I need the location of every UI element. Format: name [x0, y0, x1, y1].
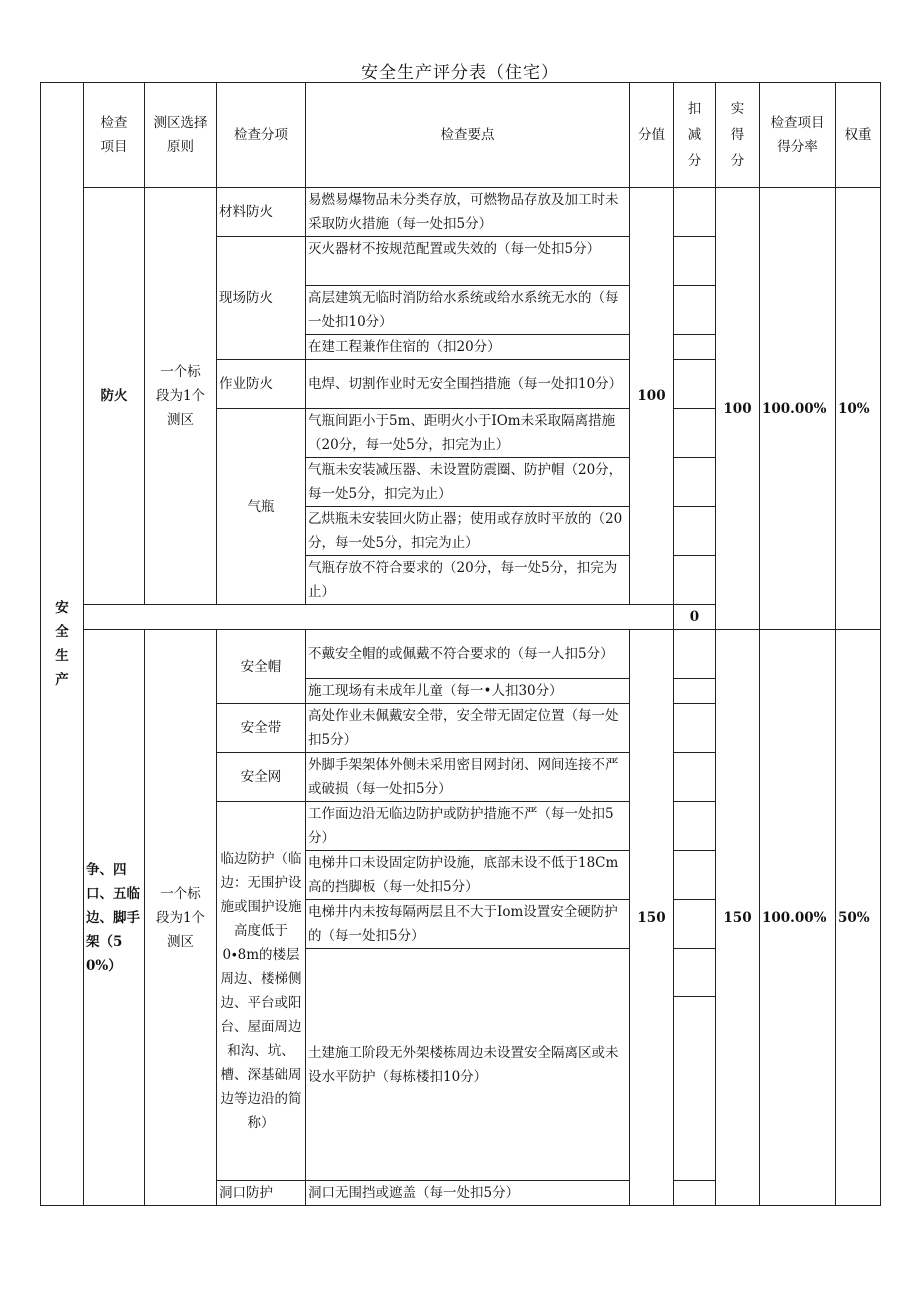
point-row: 土建施工阶段无外架楼栋周边未设置安全隔离区或未设水平防护（每栋楼扣10分） — [306, 949, 630, 1181]
table-row — [41, 630, 881, 679]
subitem-edge: 临边防护（临边：无围护设施或围护设施高度低于0∙8m的楼层周边、楼梯侧边、平台或阳台、屋面周边和沟、坑、槽、深基础周边等边沿的简称） — [217, 802, 306, 1181]
section2-item — [84, 630, 145, 1206]
deduct-cell — [674, 335, 716, 360]
deduct-cell — [674, 556, 716, 605]
section2-rate: 100.00% — [760, 630, 836, 1206]
header-subitem: 检查分项 — [217, 83, 306, 188]
subitem-cylinder: 气瓶 — [217, 409, 306, 605]
section1-subtotal-deduct: 0 — [674, 605, 716, 630]
deduct-cell — [674, 409, 716, 458]
score-table — [40, 82, 881, 1206]
section2-item-label: 争、四口、五临边、脚手架（50%） — [86, 861, 140, 974]
point-row: 气瓶存放不符合要求的（20分，每一处5分，扣完为止） — [306, 556, 630, 605]
subitem-helmet: 安全帽 — [217, 630, 306, 704]
point-row: 电焊、切割作业时无安全围挡措施（每一处扣10分） — [306, 360, 630, 409]
deduct-cell — [674, 1181, 716, 1206]
point-row: 高层建筑无临时消防给水系统或给水系统无水的（每一处扣10分） — [306, 286, 630, 335]
subitem-work: 作业防火 — [217, 360, 306, 409]
deduct-cell — [674, 949, 716, 997]
deduct-cell — [674, 997, 716, 1181]
point-row: 乙烘瓶未安装回火防止器；使用或存放时平放的（20分，每一处5分，扣完为止） — [306, 507, 630, 556]
point-row: 不戴安全帽的或佩戴不符合要求的（每一人扣5分） — [306, 630, 630, 679]
subitem-hole: 洞口防护 — [217, 1181, 306, 1206]
point-row: 外脚手架架体外侧未采用密目网封闭、网间连接不严或破损（每一处扣5分） — [306, 753, 630, 802]
subtotal-blank — [84, 605, 674, 630]
header-row — [41, 83, 881, 188]
section1-weight: 10% — [836, 188, 881, 630]
section2-weight: 50% — [836, 630, 881, 1206]
point-row: 在建工程兼作住宿的（扣20分） — [306, 335, 630, 360]
deduct-cell — [674, 237, 716, 286]
point-row: 高处作业未佩戴安全带，安全带无固定位置（每一处扣5分） — [306, 704, 630, 753]
point-row: 易燃易爆物品未分类存放，可燃物品存放及加工时未采取防火措施（每一处扣5分） — [306, 188, 630, 237]
header-deduct: 扣减分 — [674, 83, 716, 188]
deduct-cell — [674, 360, 716, 409]
header-actual: 实得分 — [716, 83, 760, 188]
subitem-material: 材料防火 — [217, 188, 306, 237]
point-row: 气瓶未安装减压器、未设置防震圈、防护帽（20分，每一处5分，扣完为止） — [306, 458, 630, 507]
point-row: 施工现场有未成年儿童（每一•人扣30分） — [306, 679, 630, 704]
deduct-cell — [674, 630, 716, 679]
deduct-cell — [674, 507, 716, 556]
section1-score: 100 — [630, 188, 674, 605]
category-label: 安全生产 — [55, 600, 69, 688]
point-row: 电梯井口未设固定防护设施，底部未设不低于18Cm高的挡脚板（每一处扣5分） — [306, 851, 630, 900]
category-cell — [41, 83, 84, 1206]
deduct-cell — [674, 900, 716, 949]
section2-actual: 150 — [716, 630, 760, 1206]
deduct-cell — [674, 851, 716, 900]
deduct-cell — [674, 753, 716, 802]
header-rate: 检查项目得分率 — [760, 83, 836, 188]
header-score: 分值 — [630, 83, 674, 188]
point-row: 洞口无围挡或遮盖（每一处扣5分） — [306, 1181, 630, 1206]
subitem-net: 安全网 — [217, 753, 306, 802]
point-row: 气瓶间距小于5m、距明火小于IOm未采取隔离措施（20分，每一处5分，扣完为止） — [306, 409, 630, 458]
deduct-cell — [674, 188, 716, 237]
page-title: 安全生产评分表（住宅） — [361, 63, 559, 83]
deduct-cell — [674, 286, 716, 335]
section2-score: 150 — [630, 630, 674, 1206]
section1-principle: 一个标段为1个测区 — [145, 188, 217, 605]
table-row — [41, 188, 881, 237]
section1-actual: 100 — [716, 188, 760, 630]
subitem-belt: 安全带 — [217, 704, 306, 753]
subitem-site: 现场防火 — [217, 237, 306, 360]
header-weight: 权重 — [836, 83, 881, 188]
section1-item: 防火 — [84, 188, 145, 605]
deduct-cell — [674, 679, 716, 704]
point-row: 工作面边沿无临边防护或防护措施不严（每一处扣5分） — [306, 802, 630, 851]
deduct-cell — [674, 704, 716, 753]
section1-rate: 100.00% — [760, 188, 836, 630]
header-item: 检查项目 — [84, 83, 145, 188]
section2-principle: 一个标段为1个测区 — [145, 630, 217, 1206]
deduct-cell — [674, 458, 716, 507]
point-row: 电梯井内未按每隔两层且不大于Iom设置安全硬防护的（每一处扣5分） — [306, 900, 630, 949]
header-points: 检查要点 — [306, 83, 630, 188]
header-principle: 测区选择原则 — [145, 83, 217, 188]
deduct-cell — [674, 802, 716, 851]
point-row: 灭火器材不按规范配置或失效的（每一处扣5分） — [306, 237, 630, 286]
